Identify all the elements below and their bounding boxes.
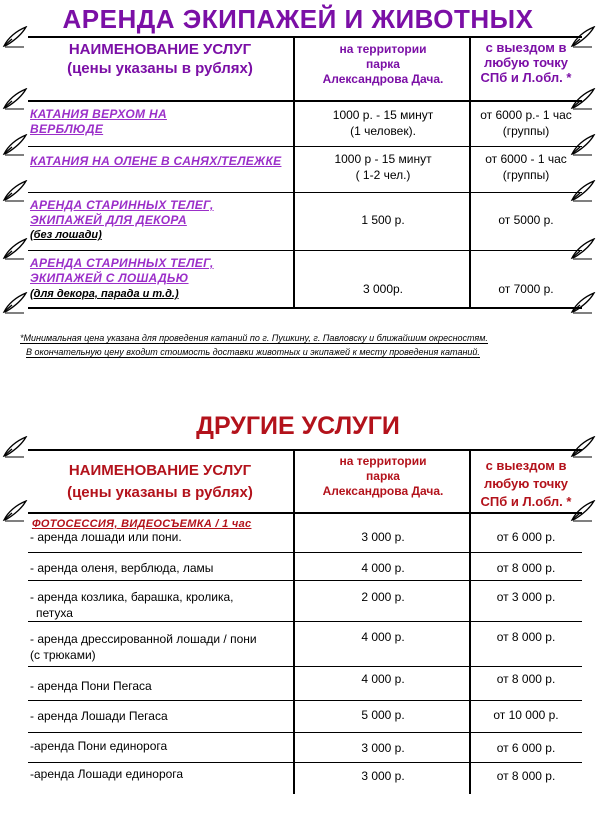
footnote-text: В окончательную цену входит стоимость доставки животных и экипажей к месту проведения катаний. [26,347,480,357]
price-outside: от 8 000 р. [496,672,556,686]
header-name-line1: НАИМЕНОВАНИЕ УСЛУГ [68,41,252,58]
price-text: (группы) [502,124,550,138]
quill-pen-icon [570,26,596,48]
table2-vline [293,449,295,794]
service-text: АРЕНДА СТАРИННЫХ ТЕЛЕГ, [30,198,214,212]
list-item [30,738,167,754]
header-text: на территории [339,454,427,468]
quill-pen-icon [2,26,28,48]
service-subnote: (для декора, парада и т.д.) [30,288,179,300]
table2-rule [28,552,582,553]
item-text: петуха [36,606,73,620]
table1-rule [28,36,582,38]
header-text: на территории [339,42,427,56]
service-name-carts-horse [30,256,214,286]
table1-rule [28,250,582,251]
price-outside: от 8 000 р. [496,769,556,783]
price-park [296,212,470,228]
section1-title: АРЕНДА ЭКИПАЖЕЙ И ЖИВОТНЫХ [62,4,534,34]
service-subnote: (без лошади) [30,229,102,241]
price-outside: от 6 000 р. [496,530,556,544]
item-text: (с трюками) [30,648,96,662]
price-outside: от 10 000 р. [493,708,559,722]
service-name-deer [30,154,281,169]
table1-header-outside [472,40,580,85]
price-outside [472,281,580,297]
price-text: от 7000 р. [498,282,554,296]
header-text: любую точку [483,476,569,491]
price-text: от 5000 р. [498,213,554,227]
footnote-text: *Минимальная цена указана для проведения катаний по г. Пушкину, г. Павловску и ближайшим окресностям. [20,333,488,343]
table2-rule [28,621,582,622]
header-text: парка [366,469,400,483]
price-outside: от 6 000 р. [496,741,556,755]
table2-header-name [28,460,292,504]
quill-pen-icon [570,292,596,314]
price-park [296,107,470,139]
service-text: ЭКИПАЖЕЙ С ЛОШАДЬЮ [30,271,189,285]
quill-pen-icon [570,500,596,522]
quill-pen-icon [570,88,596,110]
service-name-camel [30,107,167,137]
header-text: СПб и Л.обл. * [480,494,572,509]
table1-rule [28,192,582,193]
price-outside [472,212,580,228]
quill-pen-icon [2,88,28,110]
header-text: любую точку [483,55,569,70]
quill-pen-icon [2,436,28,458]
service-text: КАТАНИЯ НА ОЛЕНЕ В САНЯХ/ТЕЛЕЖКЕ [30,154,282,168]
item-text: - аренда козлика, барашка, кролика, [30,590,234,604]
footnote-2 [26,347,480,357]
service-text: ВЕРБЛЮДЕ [30,122,104,136]
header-text: Александрова Дача. [322,484,444,498]
quill-pen-icon [2,292,28,314]
table2-rule [28,512,582,514]
footnote-1 [20,333,488,343]
table2-rule [28,762,582,763]
price-outside [472,107,580,139]
table2-header-park [296,454,470,499]
price-text: 1000 р - 15 минут [334,152,432,166]
table2-rule [28,449,582,451]
quill-pen-icon [2,180,28,202]
list-item [30,560,213,576]
quill-pen-icon [570,180,596,202]
table2-rule [28,700,582,701]
list-item [30,631,257,663]
price-park: 4 000 р. [361,561,405,575]
table2-rule [28,580,582,581]
service-text: АРЕНДА СТАРИННЫХ ТЕЛЕГ, [30,256,214,270]
quill-pen-icon [570,436,596,458]
header-text: с выездом в [485,458,567,473]
header-name-line2: (цены указаны в рублях) [67,60,253,77]
quill-pen-icon [2,134,28,156]
header-name-line2: (цены указаны в рублях) [67,484,253,501]
table2-rule [28,732,582,733]
section2-title: ДРУГИЕ УСЛУГИ [196,412,400,440]
list-item [30,766,183,782]
table1-rule [28,146,582,147]
price-text: 3 000р. [362,282,404,296]
price-park: 4 000 р. [361,630,405,644]
price-outside: от 8 000 р. [496,630,556,644]
price-park: 5 000 р. [361,708,405,722]
price-park: 3 000 р. [361,530,405,544]
table2-rule [28,666,582,667]
price-park: 2 000 р. [361,590,405,604]
item-text: -аренда Лошади единорога [30,767,184,781]
table2-header-outside [472,457,580,511]
header-text: парка [366,57,400,71]
service-name-carts-decor [30,198,214,228]
item-text: - аренда дрессированной лошади / пони [30,632,257,646]
price-text: 1 500 р. [361,213,405,227]
price-text: от 6000 - 1 час [485,152,567,166]
price-text: 1000 р. - 15 минут [332,108,434,122]
category-photosession: ФОТОСЕССИЯ, ВИДЕОСЪЕМКА / 1 час [32,518,252,530]
header-name-line1: НАИМЕНОВАНИЕ УСЛУГ [68,462,252,479]
item-text: -аренда Пони единорога [30,739,168,753]
service-text: КАТАНИЯ ВЕРХОМ НА [30,107,167,121]
table1-rule [28,307,582,309]
table1-rule [28,100,582,102]
table1-header-park [296,42,470,87]
price-text: (группы) [502,168,550,182]
list-item [30,708,168,724]
quill-pen-icon [2,238,28,260]
service-text: ЭКИПАЖЕЙ ДЛЯ ДЕКОРА [30,213,187,227]
list-item [30,529,182,545]
item-text: - аренда лошади или пони. [30,530,182,544]
price-outside: от 3 000 р. [496,590,556,604]
item-text: - аренда Пони Пегаса [30,679,152,693]
item-text: - аренда Лошади Пегаса [30,709,168,723]
price-text: от 6000 р.- 1 час [480,108,572,122]
price-park [296,281,470,297]
header-text: Александрова Дача. [322,72,444,86]
header-text: с выездом в [485,40,567,55]
table1-header-name [28,40,292,78]
price-outside: от 8 000 р. [496,561,556,575]
quill-pen-icon [570,134,596,156]
quill-pen-icon [570,238,596,260]
quill-pen-icon [2,500,28,522]
price-text: ( 1-2 чел.) [355,168,411,182]
price-outside [472,151,580,183]
header-text: СПб и Л.обл. * [480,70,572,85]
price-park: 3 000 р. [361,741,405,755]
price-park: 3 000 р. [361,769,405,783]
item-text: - аренда оленя, верблюда, ламы [30,561,214,575]
price-park: 4 000 р. [361,672,405,686]
price-park [296,151,470,183]
list-item [30,678,152,694]
list-item [30,589,234,621]
table1-vline [293,36,295,309]
price-text: (1 человек). [350,124,416,138]
